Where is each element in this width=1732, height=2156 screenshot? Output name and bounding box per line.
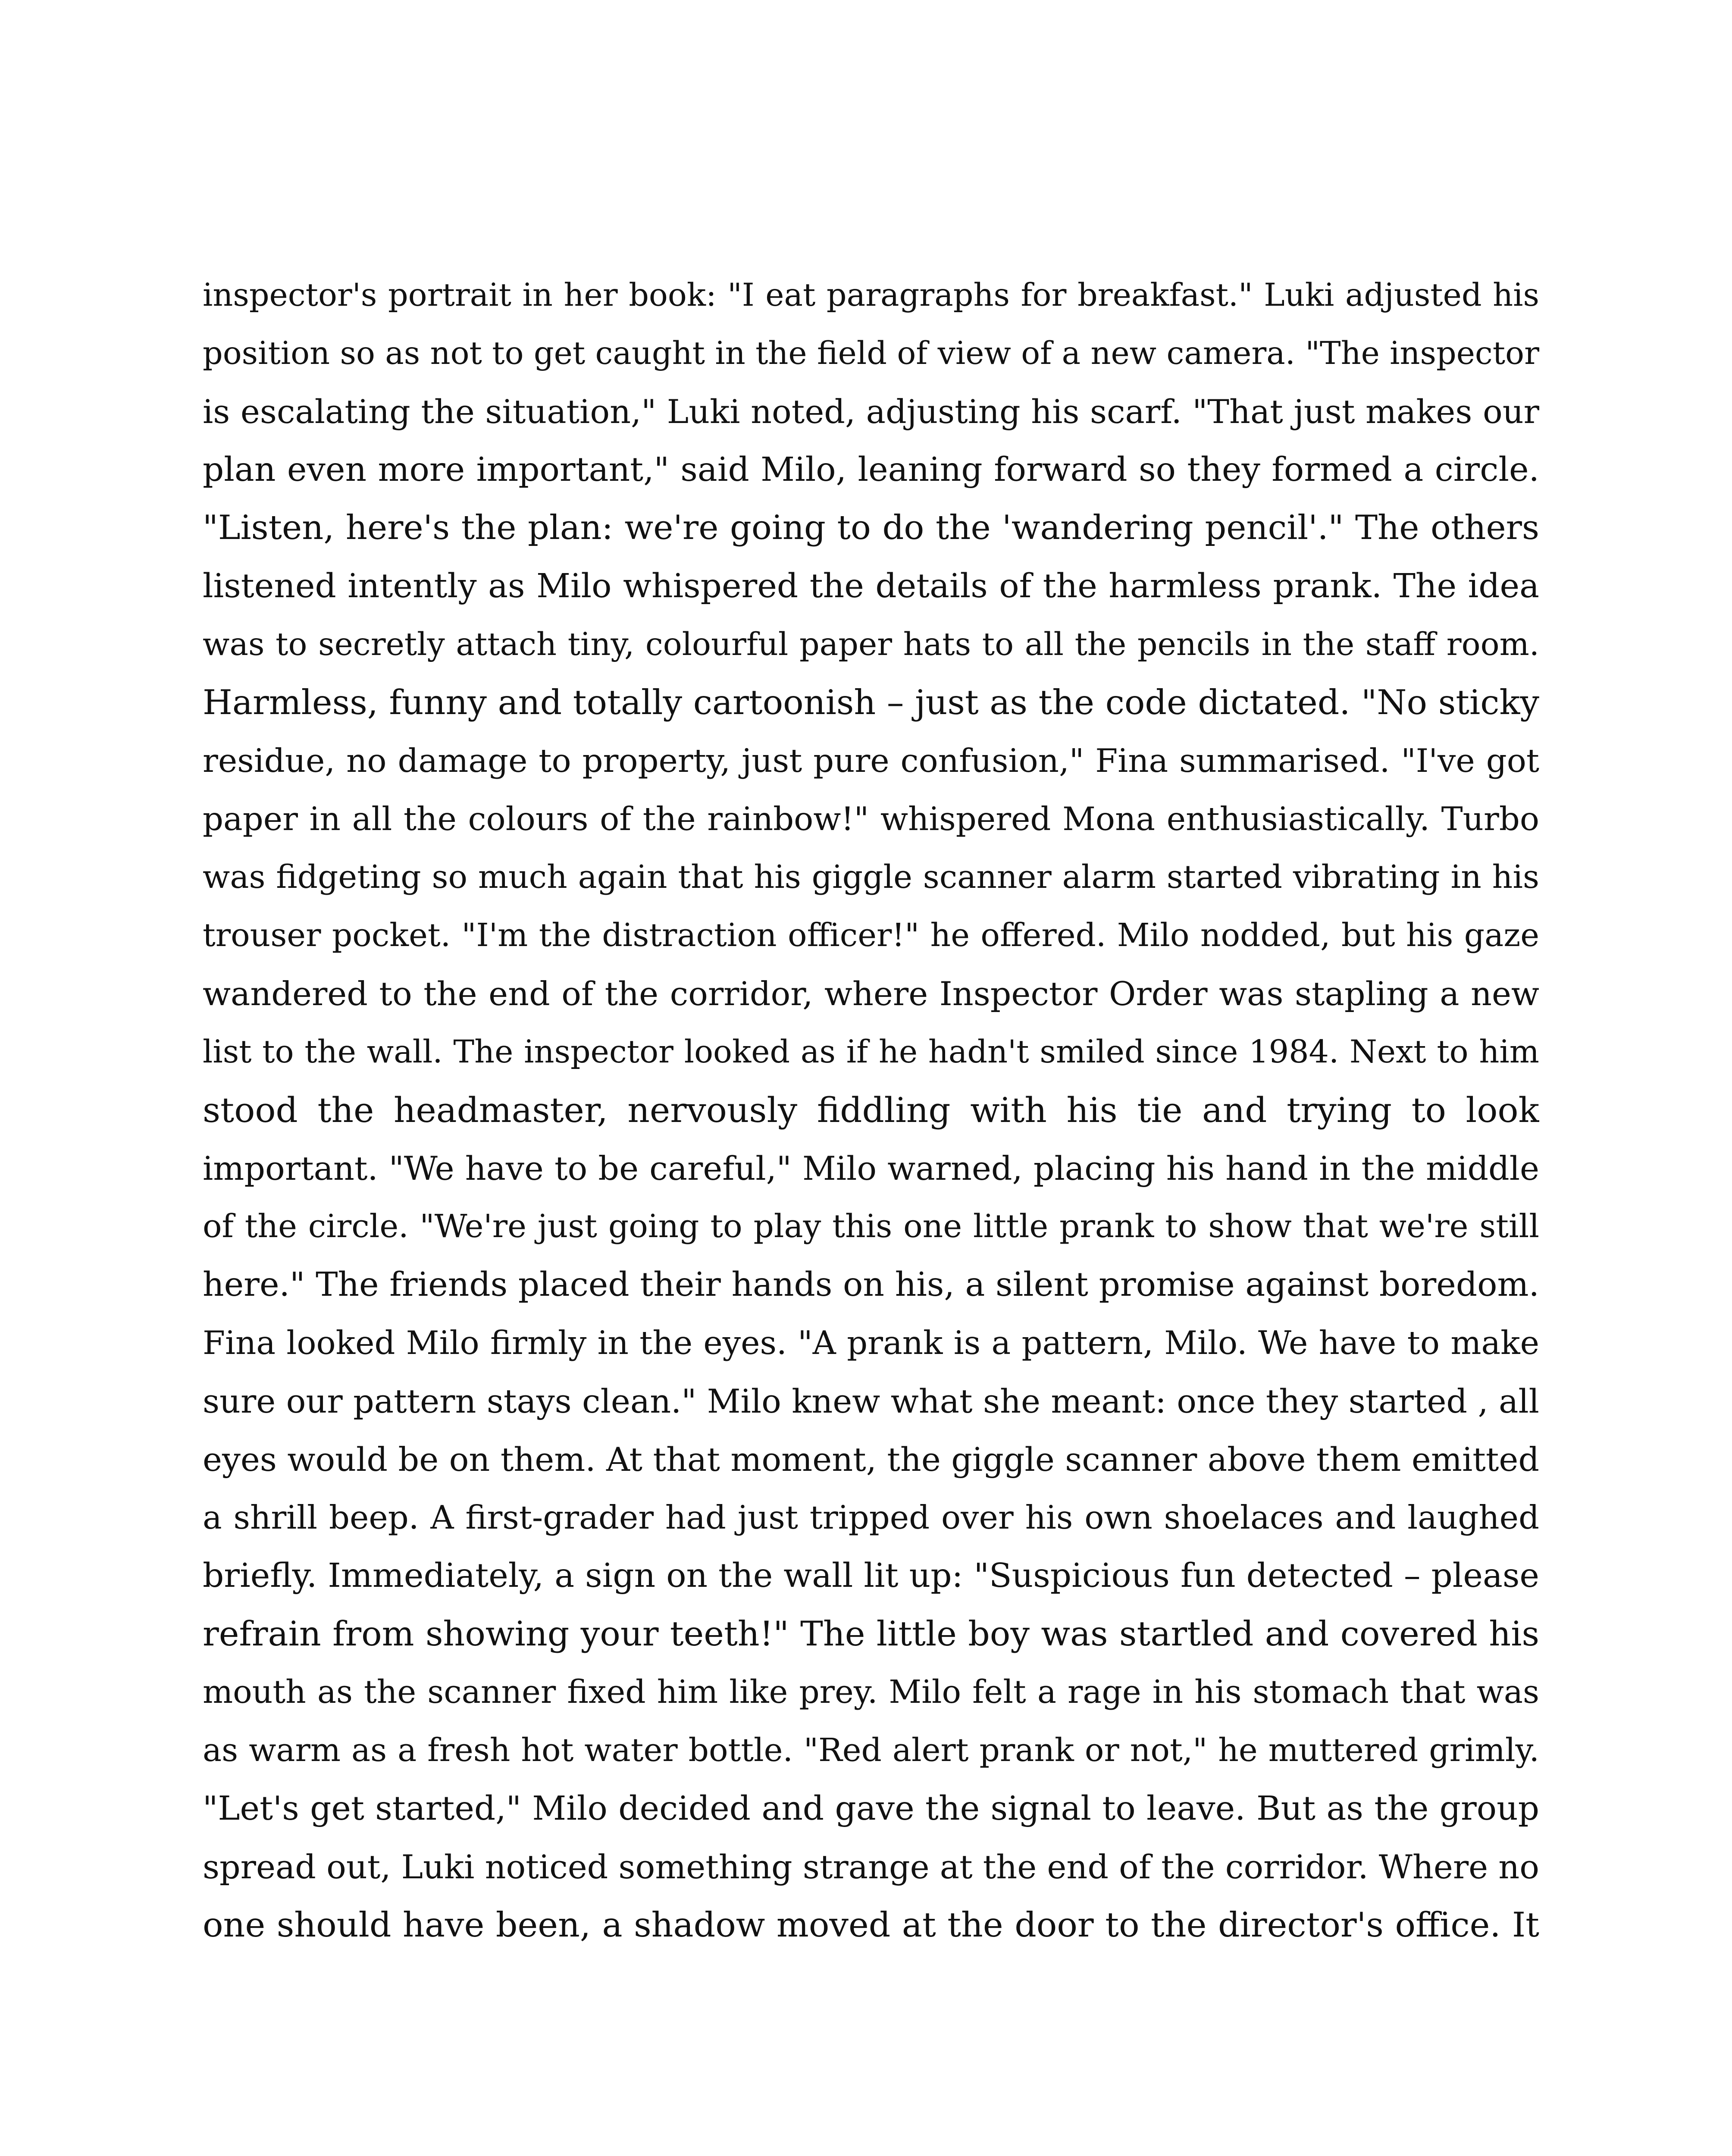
- text-line-25: mouth as the scanner fixed him like prey. Milo felt a rage in his stomach that was: [203, 1673, 1539, 1711]
- text-line-6: listened intently as Milo whispered the details of the harmless prank. The idea: [203, 567, 1539, 605]
- text-line-22: a shrill beep. A first-grader had just tripped over his own shoelaces and laughed: [203, 1498, 1539, 1536]
- text-line-24: refrain from showing your teeth!" The little boy was startled and covered his: [203, 1614, 1539, 1654]
- text-line-5: "Listen, here's the plan: we're going to do the 'wandering pencil'." The others: [203, 508, 1539, 547]
- text-line-26: as warm as a fresh hot water bottle. "Red alert prank or not," he muttered grimly.: [203, 1732, 1539, 1769]
- text-line-28: spread out, Luki noticed something strange at the end of the corridor. Where no: [203, 1848, 1539, 1886]
- text-line-21: eyes would be on them. At that moment, the giggle scanner above them emitted: [203, 1440, 1539, 1479]
- text-line-19: Fina looked Milo firmly in the eyes. "A prank is a pattern, Milo. We have to make: [203, 1324, 1539, 1362]
- text-line-8: Harmless, funny and totally cartoonish – just as the code dictated. "No sticky: [203, 683, 1539, 722]
- text-line-16: important. "We have to be careful," Milo warned, placing his hand in the middle: [203, 1149, 1539, 1188]
- text-line-23: briefly. Immediately, a sign on the wall lit up: "Suspicious fun detected – please: [203, 1557, 1539, 1595]
- text-line-13: wandered to the end of the corridor, where Inspector Order was stapling a new: [203, 975, 1539, 1013]
- text-line-14: list to the wall. The inspector looked as if he hadn't smiled since 1984. Next to him: [203, 1034, 1539, 1070]
- text-line-1: inspector's portrait in her book: "I eat paragraphs for breakfast." Luki adjusted his: [203, 277, 1539, 313]
- text-line-10: paper in all the colours of the rainbow!" whispered Mona enthusiastically. Turbo: [203, 800, 1539, 838]
- text-line-29: one should have been, a shadow moved at the door to the director's office. It: [203, 1905, 1539, 1945]
- text-line-3: is escalating the situation," Luki noted, adjusting his scarf. "That just makes our: [203, 392, 1539, 431]
- text-line-12: trouser pocket. "I'm the distraction officer!" he offered. Milo nodded, but his gaze: [203, 917, 1539, 954]
- text-line-15: stood the headmaster, nervously fiddling with his tie and trying to look: [203, 1090, 1539, 1130]
- text-line-9: residue, no damage to property, just pure confusion," Fina summarised. "I've got: [203, 742, 1539, 780]
- text-line-11: was fidgeting so much again that his giggle scanner alarm started vibrating in his: [203, 859, 1539, 896]
- body-text: [203, 266, 1539, 1954]
- text-line-18: here." The friends placed their hands on his, a silent promise against boredom.: [203, 1266, 1539, 1304]
- text-line-27: "Let's get started," Milo decided and gave the signal to leave. But as the group: [203, 1789, 1539, 1828]
- text-line-20: sure our pattern stays clean." Milo knew what she meant: once they started , all: [203, 1382, 1539, 1420]
- text-line-2: position so as not to get caught in the field of view of a new camera. "The inspector: [203, 335, 1539, 372]
- text-line-4: plan even more important," said Milo, leaning forward so they formed a circle.: [203, 451, 1539, 489]
- text-line-17: of the circle. "We're just going to play this one little prank to show that we're still: [203, 1208, 1539, 1245]
- text-line-7: was to secretly attach tiny, colourful paper hats to all the pencils in the staff room.: [203, 626, 1539, 663]
